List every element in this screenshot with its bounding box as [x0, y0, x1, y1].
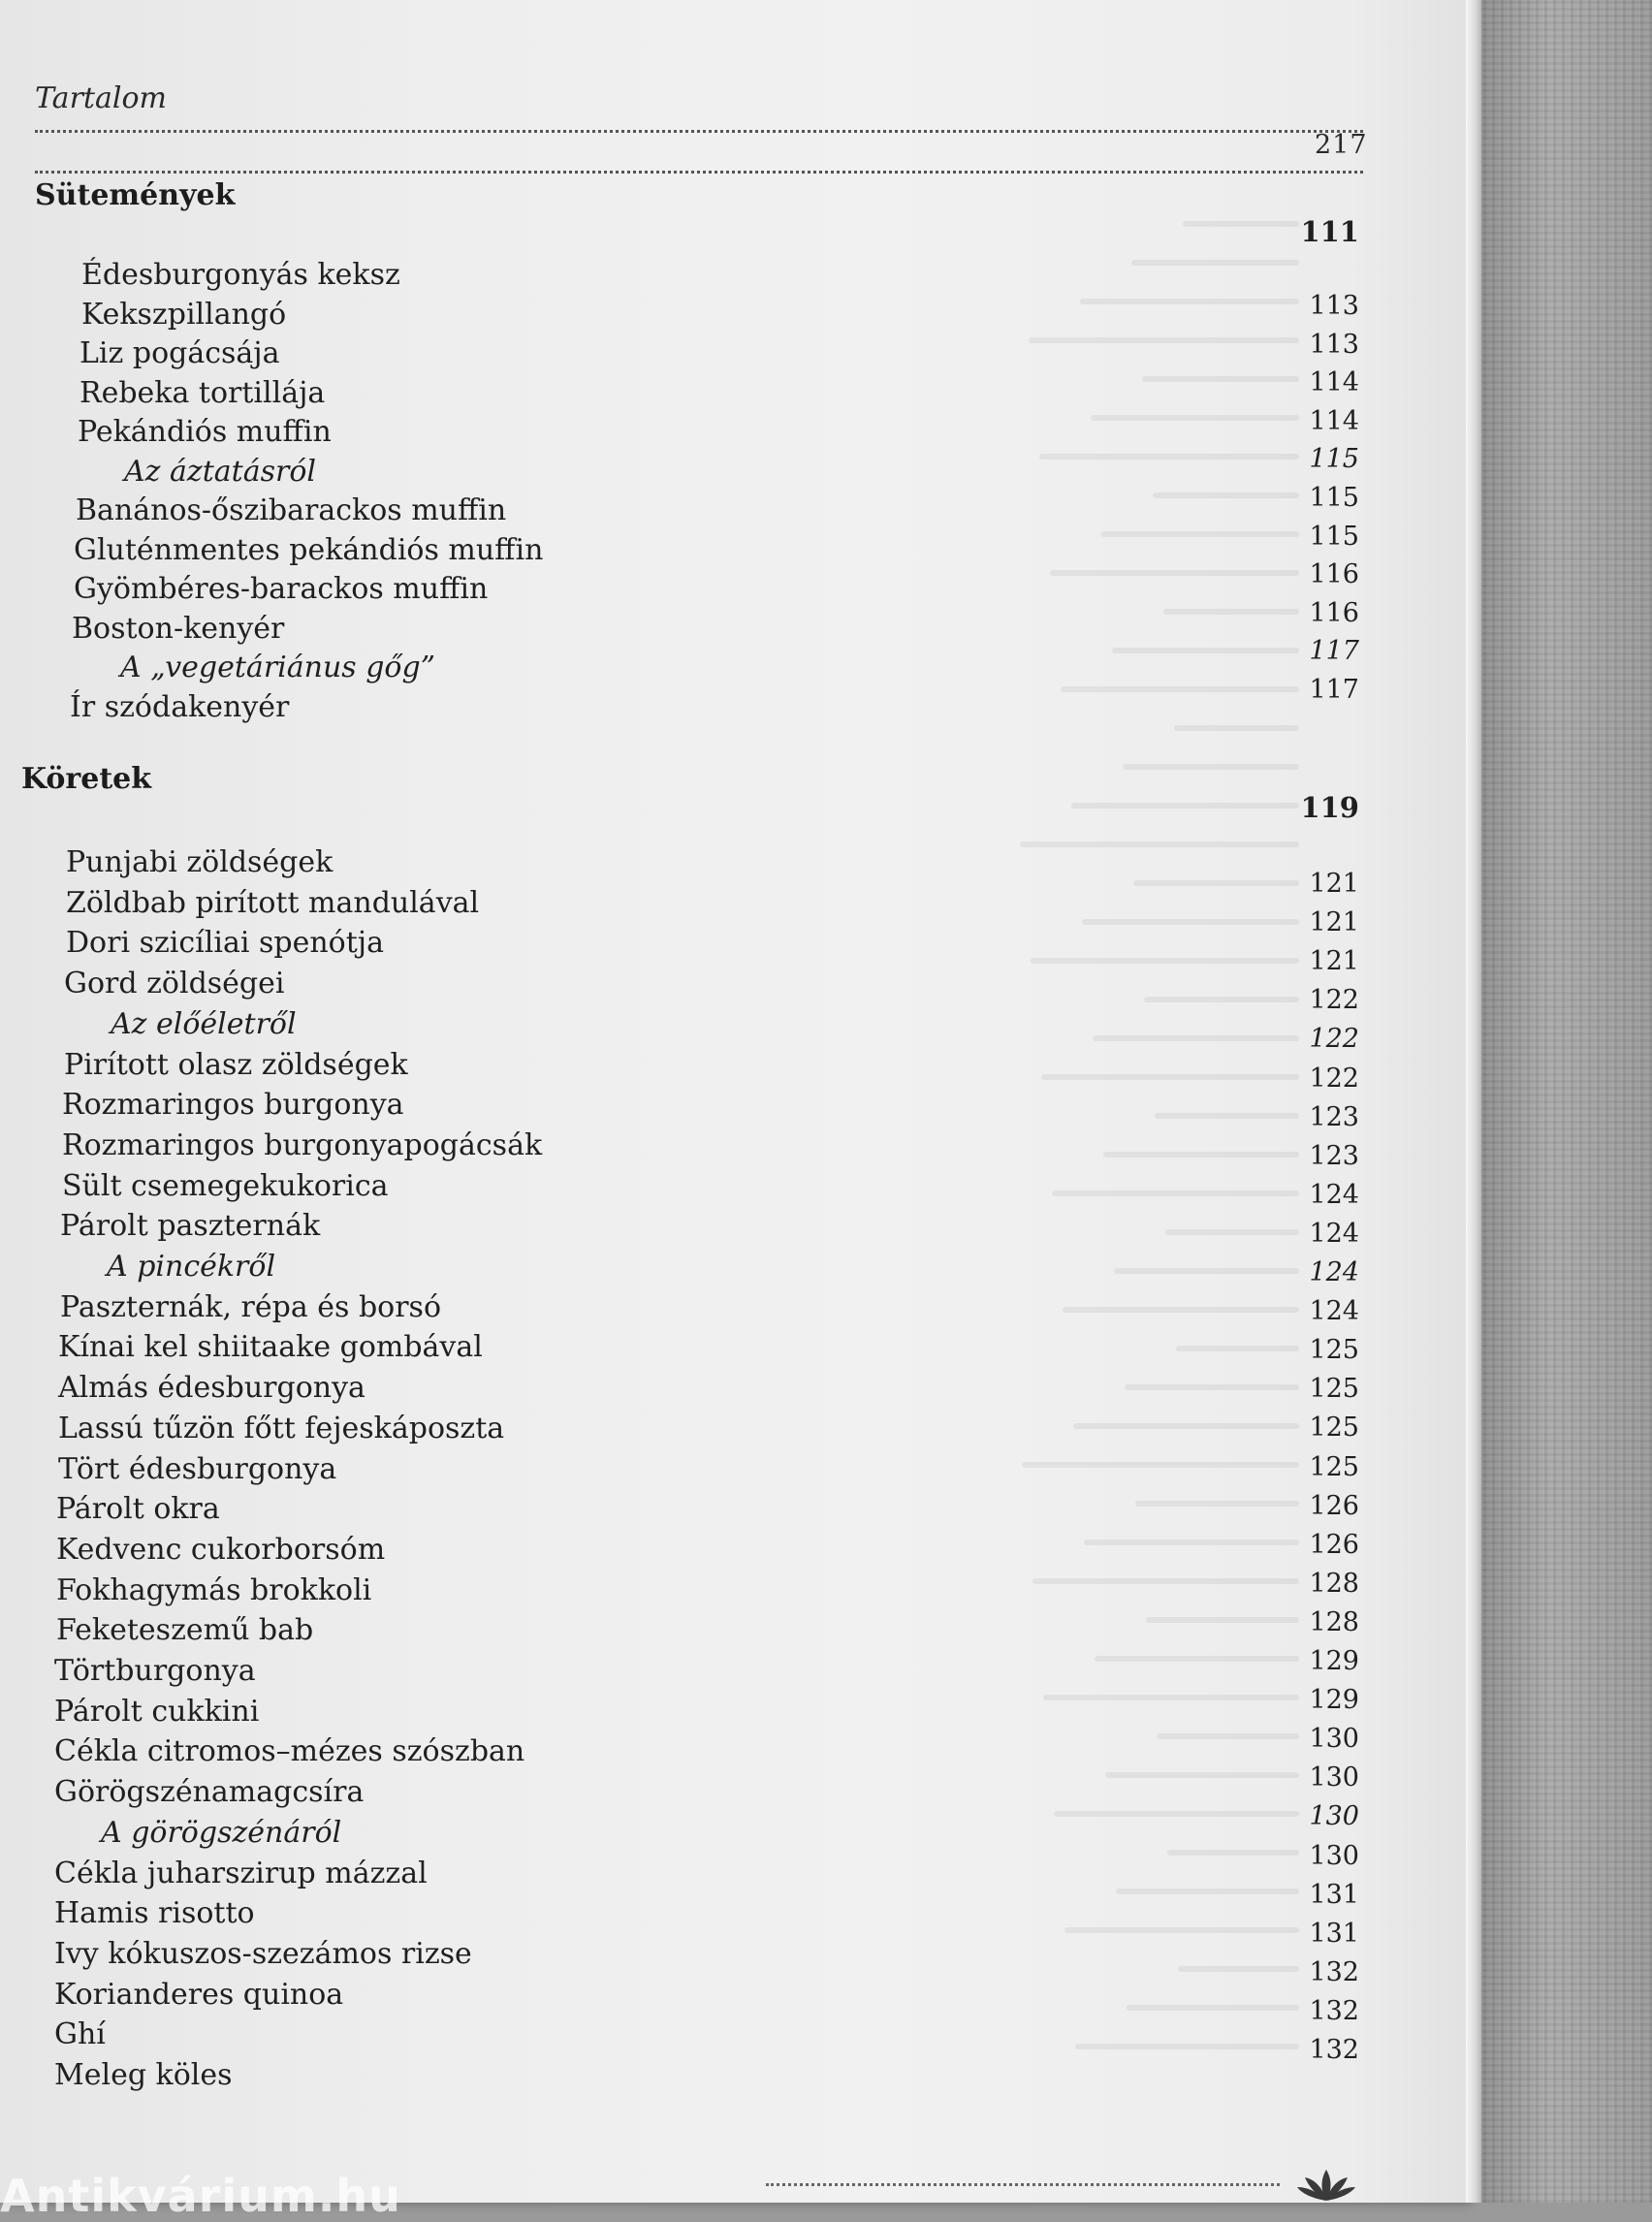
section-title: Sütemények	[35, 178, 236, 212]
show-through-line	[1144, 997, 1299, 1002]
page-number-rule	[35, 171, 1363, 174]
show-through-line	[1052, 1190, 1299, 1196]
toc-entry-title: Zöldbab pirított mandulával	[66, 885, 480, 920]
toc-entry-page: 115	[1309, 521, 1359, 552]
toc-entry-title: Meleg köles	[54, 2058, 233, 2092]
show-through-line	[1075, 2044, 1299, 2049]
toc-entry-page: 130	[1309, 1762, 1359, 1793]
show-through-line	[1178, 1966, 1299, 1972]
show-through-line	[1155, 1113, 1299, 1119]
toc-note-title: A görögszénáról	[101, 1815, 342, 1850]
show-through-line	[1061, 686, 1299, 692]
show-through-line	[1116, 1889, 1299, 1894]
show-through-line	[1153, 492, 1299, 498]
toc-entry-page: 123	[1309, 1101, 1359, 1132]
toc-entry-title: Rozmaringos burgonyapogácsák	[62, 1127, 543, 1162]
toc-entry-page: 114	[1309, 405, 1359, 436]
toc-entry-page: 123	[1309, 1140, 1359, 1171]
show-through-line	[1123, 764, 1299, 770]
show-through-line	[1135, 1501, 1299, 1507]
toc-entry-title: Boston-kenyér	[72, 611, 285, 646]
toc-entry-page: 126	[1309, 1490, 1359, 1521]
toc-entry-title: Fokhagymás brokkoli	[56, 1572, 372, 1607]
lotus-leaf-icon	[1297, 2164, 1355, 2203]
toc-entry-page: 115	[1309, 444, 1359, 475]
show-through-line	[1165, 1229, 1299, 1235]
toc-entry-page: 122	[1309, 1024, 1359, 1055]
show-through-line	[1163, 609, 1299, 615]
toc-entry-page: 124	[1309, 1218, 1359, 1249]
show-through-line	[1084, 1540, 1299, 1545]
toc-entry-page: 124	[1309, 1179, 1359, 1210]
show-through-line	[1127, 2005, 1299, 2011]
toc-entry-title: Rebeka tortillája	[79, 375, 326, 410]
show-through-line	[1029, 337, 1299, 343]
toc-entry-page: 121	[1309, 869, 1359, 899]
show-through-line	[1080, 299, 1299, 304]
toc-entry-page: 132	[1309, 2035, 1359, 2065]
toc-entry-page: 121	[1309, 946, 1359, 977]
toc-entry-title: Tört édesburgonya	[58, 1451, 337, 1486]
show-through-line	[1020, 841, 1299, 847]
toc-entry-page: 124	[1309, 1257, 1359, 1287]
toc-entry-title: Ghí	[54, 2017, 106, 2052]
toc-entry-title: Hamis risotto	[54, 1896, 255, 1931]
show-through-line	[1167, 1850, 1299, 1856]
toc-entry-title: Cékla citromos–mézes szószban	[54, 1734, 525, 1769]
show-through-line	[1041, 1074, 1299, 1080]
section-title: Köretek	[21, 762, 152, 796]
toc-entry-title: Párolt paszternák	[60, 1209, 321, 1244]
toc-entry-page: 125	[1309, 1413, 1359, 1444]
toc-entry-title: Édesburgonyás keksz	[81, 258, 400, 292]
show-through-line	[1073, 1423, 1299, 1429]
toc-entry-title: Gyömbéres-barackos muffin	[74, 572, 489, 606]
show-through-line	[1176, 1346, 1299, 1351]
toc-entry-page: 130	[1309, 1801, 1359, 1832]
toc-entry-page: 121	[1309, 907, 1359, 938]
show-through-line	[1183, 221, 1299, 227]
toc-entry-page: 125	[1309, 1451, 1359, 1482]
toc-note-title: A „vegetáriánus gőg”	[120, 651, 436, 684]
toc-entry-page: 125	[1309, 1374, 1359, 1405]
show-through-line	[1112, 648, 1299, 653]
toc-entry-page: 117	[1309, 636, 1359, 667]
toc-entry-title: Banános-őszibarackos muffin	[76, 493, 507, 527]
toc-entry-title: Kekszpillangó	[81, 297, 287, 332]
footer-rule	[766, 2183, 1280, 2186]
show-through-line	[1082, 919, 1299, 925]
show-through-line	[1031, 958, 1299, 964]
show-through-line	[1133, 880, 1299, 886]
show-through-line	[1032, 1578, 1299, 1584]
show-through-line	[1105, 1772, 1299, 1778]
toc-entry-title: Almás édesburgonya	[58, 1371, 365, 1406]
toc-entry-page: 113	[1309, 329, 1359, 360]
show-through-line	[1054, 1811, 1299, 1817]
page-edge	[1466, 0, 1481, 2203]
show-through-line	[1125, 1384, 1299, 1390]
toc-note-title: A pincékről	[107, 1250, 276, 1284]
toc-note-title: Az áztatásról	[124, 454, 316, 489]
show-through-line	[1131, 260, 1299, 266]
toc-entry-title: Görögszénamagcsíra	[54, 1775, 365, 1810]
toc-entry-title: Korianderes quinoa	[54, 1977, 344, 2012]
toc-entry-page: 114	[1309, 367, 1359, 398]
toc-entry-title: Törtburgonya	[54, 1654, 256, 1688]
toc-entry-title: Sült csemegekukorica	[62, 1168, 389, 1203]
toc-entry-title: Dori szicíliai spenótja	[66, 926, 384, 961]
toc-entry-page: 126	[1309, 1529, 1359, 1560]
toc-entry-page: 132	[1309, 1956, 1359, 1987]
toc-entry-title: Pekándiós muffin	[78, 415, 332, 449]
toc-entry-page: 122	[1309, 1063, 1359, 1094]
watermark: Antikvárium.hu	[0, 2170, 401, 2222]
toc-entry-page: 131	[1309, 1918, 1359, 1949]
toc-entry-title: Liz pogácsája	[79, 336, 280, 370]
toc-entry-page: 125	[1309, 1335, 1359, 1366]
page-number: 217	[1315, 130, 1368, 160]
section-page-number: 119	[1300, 791, 1359, 824]
running-header: Tartalom	[35, 81, 167, 115]
toc-entry-title: Kedvenc cukorborsóm	[56, 1532, 386, 1567]
toc-entry-page: 116	[1309, 597, 1359, 628]
toc-entry-page: 132	[1309, 1995, 1359, 2026]
show-through-line	[1039, 454, 1299, 460]
toc-note-title: Az előéletről	[111, 1006, 297, 1041]
show-through-line	[1071, 803, 1299, 809]
show-through-line	[1043, 1695, 1299, 1700]
toc-entry-page: 122	[1309, 985, 1359, 1016]
toc-entry-page: 130	[1309, 1840, 1359, 1871]
show-through-line	[1050, 570, 1299, 576]
show-through-line	[1142, 376, 1299, 382]
toc-entry-title: Kínai kel shiitaake gombával	[58, 1330, 483, 1365]
toc-entry-title: Punjabi zöldségek	[66, 845, 334, 879]
show-through-line	[1095, 1656, 1299, 1662]
toc-entry-title: Pirított olasz zöldségek	[64, 1047, 408, 1082]
toc-entry-page: 113	[1309, 291, 1359, 321]
toc-entry-page: 124	[1309, 1296, 1359, 1327]
toc-entry-page: 129	[1309, 1685, 1359, 1716]
toc-entry-title: Gluténmentes pekándiós muffin	[74, 532, 544, 567]
show-through-line	[1091, 415, 1299, 421]
toc-entry-page: 116	[1309, 559, 1359, 590]
toc-entry-title: Gord zöldségei	[64, 967, 285, 1001]
show-through-line	[1146, 1617, 1299, 1623]
show-through-line	[1157, 1733, 1299, 1739]
toc-entry-page: 128	[1309, 1606, 1359, 1637]
show-through-line	[1174, 725, 1299, 731]
toc-entry-title: Ivy kókuszos-szezámos rizse	[54, 1936, 472, 1971]
show-through-line	[1063, 1307, 1299, 1313]
toc-entry-page: 128	[1309, 1568, 1359, 1599]
background-surface	[1481, 0, 1652, 2203]
toc-entry-title: Párolt okra	[56, 1492, 220, 1527]
toc-entry-page: 131	[1309, 1879, 1359, 1910]
toc-entry-page: 117	[1309, 675, 1359, 705]
toc-entry-title: Feketeszemű bab	[56, 1613, 314, 1648]
show-through-line	[1064, 1927, 1299, 1933]
toc-entry-title: Ír szódakenyér	[70, 689, 290, 724]
show-through-line	[1114, 1268, 1299, 1274]
toc-entry-page: 130	[1309, 1724, 1359, 1755]
toc-entry-title: Paszternák, répa és borsó	[60, 1289, 442, 1324]
toc-entry-page: 115	[1309, 483, 1359, 513]
toc-entry-title: Rozmaringos burgonya	[62, 1088, 404, 1123]
toc-entry-title: Cékla juharszirup mázzal	[54, 1856, 428, 1890]
show-through-line	[1103, 1152, 1299, 1158]
toc-entry-page: 129	[1309, 1646, 1359, 1676]
toc-entry-title: Párolt cukkini	[54, 1694, 260, 1729]
show-through-line	[1093, 1035, 1299, 1041]
show-through-line	[1022, 1462, 1299, 1468]
toc-entry-title: Lassú tűzön főtt fejeskáposzta	[58, 1411, 505, 1445]
section-page-number: 111	[1300, 215, 1359, 248]
header-rule	[35, 130, 1363, 133]
show-through-line	[1101, 531, 1299, 537]
